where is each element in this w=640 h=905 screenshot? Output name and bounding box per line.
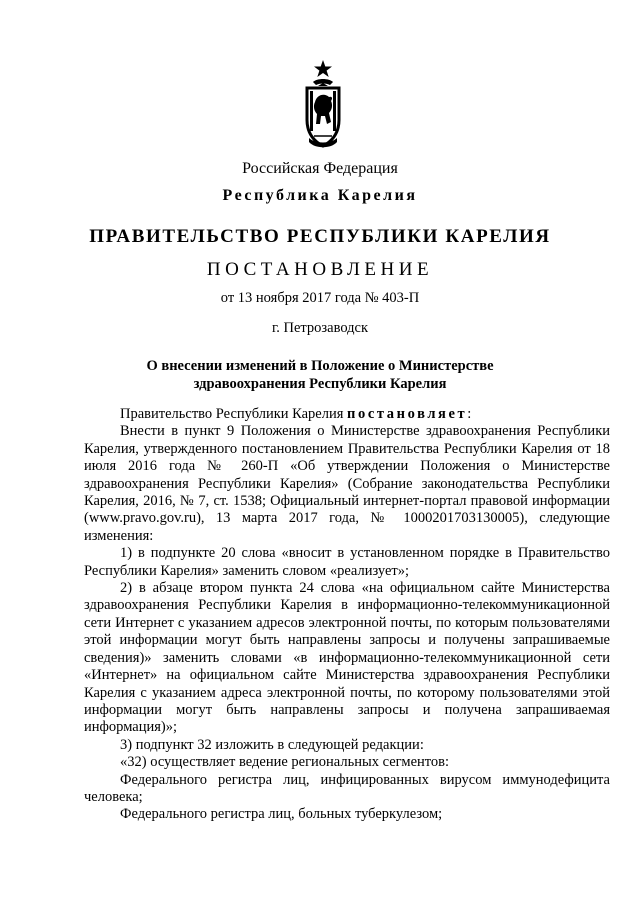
document-title-line-1: О внесении изменений в Положение о Министерстве: [146, 358, 494, 374]
republic-name: Республика Карелия: [222, 187, 418, 204]
paragraph-item-2: 2) в абзаце втором пункта 24 слова «на официальном сайте Министерства здравоохранения Республики Карелия в информационно-телекоммуникационной сети Интернет с указанием адресов электронной почты, по которым пользователями этой информации могут быть направлены запросы и получены запрашиваемые сведения)» заменить словами «в информационно-телекоммуникационной сети «Интернет» на официальном сайте Министерства здравоохранения Республики Карелия с указанием адреса электронной почты, по которому пользователями этой информации могут быть направлены запросы и получена запрашиваемая информация)»;: [84, 580, 610, 736]
karelia-coat-of-arms-icon: [300, 58, 346, 154]
paragraph-item-3: 3) подпункт 32 изложить в следующей редакции:: [120, 736, 424, 753]
country-name: Российская Федерация: [242, 160, 398, 177]
intro-suffix: :: [467, 406, 472, 422]
document-type: ПОСТАНОВЛЕНИЕ: [206, 259, 434, 280]
intro-paragraph: [84, 406, 610, 423]
paragraph-subitem-32: «32) осуществляет ведение региональных сегментов:: [120, 754, 450, 771]
government-name: ПРАВИТЕЛЬСТВО РЕСПУБЛИКИ КАРЕЛИЯ: [89, 226, 551, 247]
paragraph-item-1: 1) в подпункте 20 слова «вносит в установленном порядке в Правительство Республики Карелия» заменить словом «реализует»;: [84, 545, 610, 579]
city: г. Петрозаводск: [271, 320, 369, 336]
intro-keyword: постановляет: [347, 406, 468, 422]
paragraph-main: Внести в пункт 9 Положения о Министерстве здравоохранения Республики Карелия, утвержденного постановлением Правительства Республики Карелия от 18 июля 2016 года № 260-П «Об утверждении Положения о Министерстве здравоохранения Республики Карелия» (Собрание законодательства Республики Карелия, 2016, № 7, ст. 1538; Официальный интернет-портал правовой информации (www.pravo.gov.ru), 13 марта 2017 года, № 1000201703130005), следующие изменения:: [84, 423, 610, 544]
paragraph-register-tb: Федерального регистра лиц, больных туберкулезом;: [120, 806, 443, 823]
document-title: [0, 357, 640, 393]
date-and-number: от 13 ноября 2017 года № 403-П: [220, 290, 420, 306]
document-body: [84, 406, 610, 824]
paragraph-register-hiv: Федерального регистра лиц, инфицированных вирусом иммунодефицита человека;: [84, 771, 610, 805]
intro-prefix: Правительство Республики Карелия: [120, 406, 348, 422]
document-title-line-2: здравоохранения Республики Карелия: [193, 376, 447, 392]
